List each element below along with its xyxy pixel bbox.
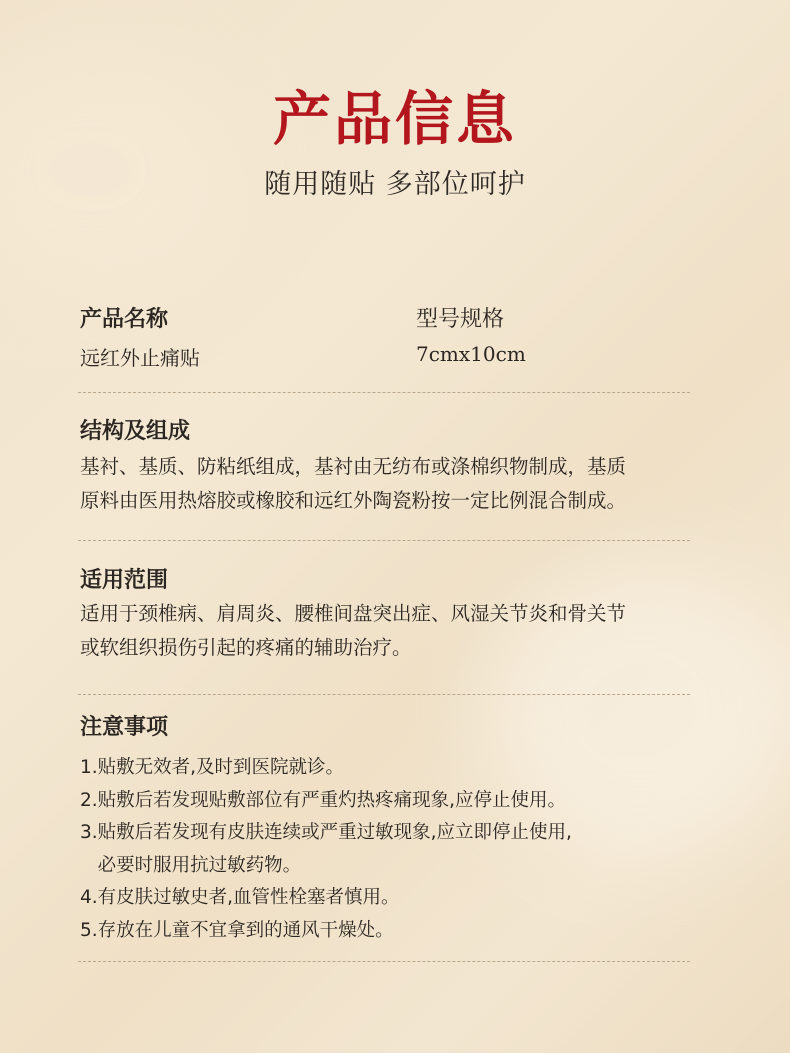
note-item: 必要时服用抗过敏药物。 <box>80 854 302 876</box>
product-name-label: 产品名称 <box>80 307 169 332</box>
product-name-value: 远红外止痛贴 <box>80 346 200 370</box>
structure-label: 结构及组成 <box>80 419 191 444</box>
notes-label: 注意事项 <box>80 715 169 740</box>
note-item: 4.有皮肤过敏史者,血管性栓塞者慎用。 <box>80 887 400 908</box>
structure-line: 原料由医用热熔胶或橡胶和远红外陶瓷粉按一定比例混合制成。 <box>80 489 627 512</box>
notes-list <box>80 752 720 947</box>
note-item: 1.贴敷无效者,及时到医院就诊。 <box>80 757 345 778</box>
section-divider <box>78 961 690 962</box>
scope-text <box>80 597 700 665</box>
section-divider <box>78 540 690 541</box>
scope-line: 适用于颈椎病、肩周炎、腰椎间盘突出症、风湿关节炎和骨关节 <box>80 602 627 625</box>
scope-label: 适用范围 <box>80 568 169 593</box>
section-divider <box>78 392 690 393</box>
scope-line: 或软组织损伤引起的疼痛的辅助治疗。 <box>80 636 412 659</box>
product-spec-label: 型号规格 <box>416 307 505 332</box>
page-subtitle: 随用随贴 多部位呵护 <box>264 169 526 200</box>
note-item: 5.存放在儿童不宜拿到的通风干燥处。 <box>80 919 394 941</box>
note-item: 2.贴敷后若发现贴敷部位有严重灼热疼痛现象,应停止使用。 <box>80 789 567 811</box>
page-title: 产品信息 <box>272 85 517 153</box>
section-divider <box>78 694 690 695</box>
structure-text <box>80 450 700 518</box>
product-spec-value: 7cmx10cm <box>416 342 526 366</box>
structure-line: 基衬、基质、防粘纸组成，基衬由无纺布或涤棉织物制成，基质 <box>80 455 627 478</box>
note-item: 3.贴敷后若发现有皮肤连续或严重过敏现象,应立即停止使用, <box>80 822 572 843</box>
